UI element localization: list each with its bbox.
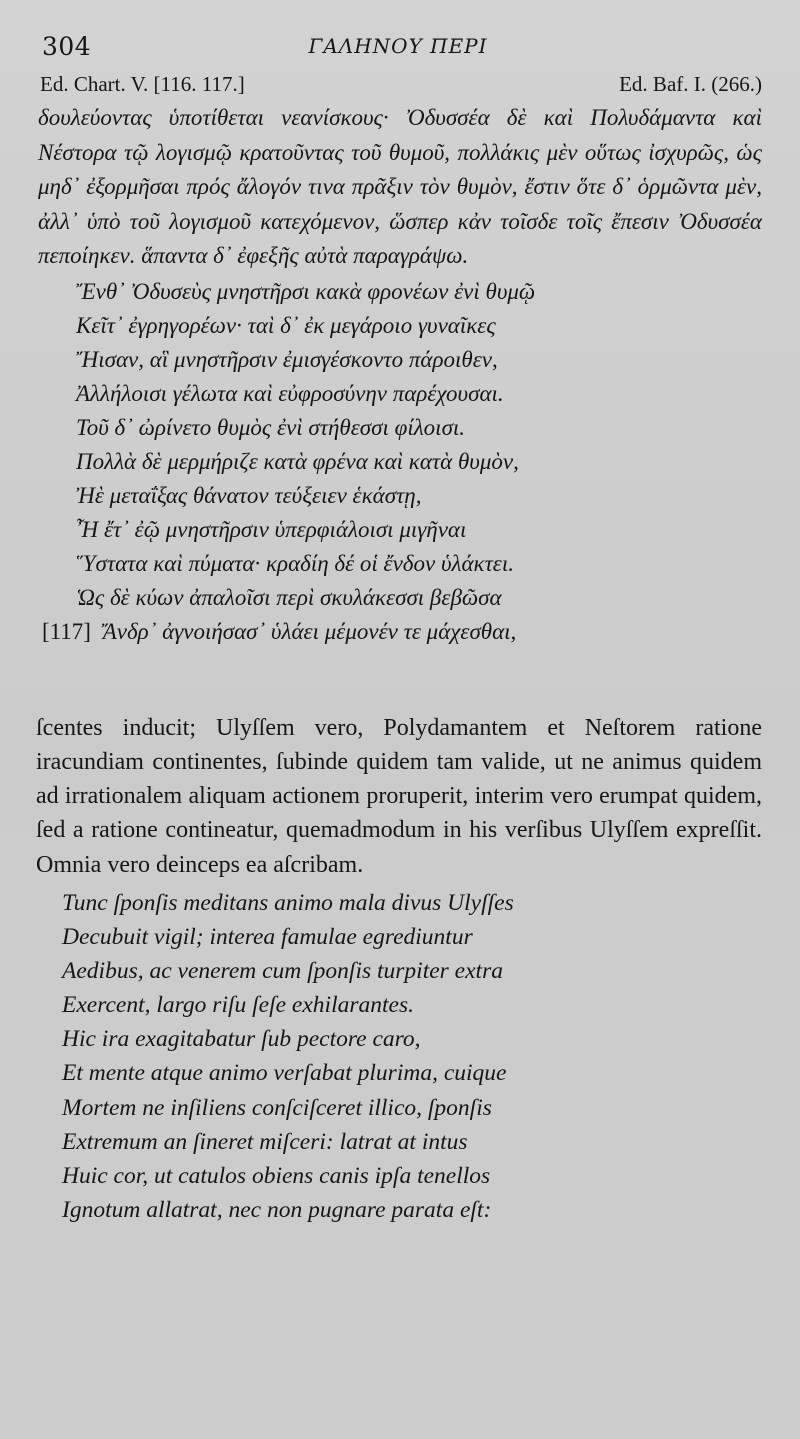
running-title: ΓΑΛΗΝΟΥ ΠΕΡΙ — [308, 34, 488, 58]
greek-verse-line: Ἀλλήλοισι γέλωτα καὶ εὐφροσύνην παρέχουσαι. — [76, 380, 504, 406]
running-head — [34, 30, 762, 62]
greek-verse-line: Ἔνθ᾽ Ὀδυσεὺς μνηστῆρσι κακὰ φρονέων ἐνὶ θυμῷ — [76, 278, 536, 304]
edition-chart-reference: Ed. Chart. V. [116. 117.] — [40, 72, 245, 96]
latin-prose-text: ſcentes inducit; Ulyſſem vero, Polydamantem et Neſtorem ratione iracundiam continentes, ſubinde quidem tam valide, ut ne animus quidem ad irrationalem aliquam actionem proruperit, interim vero erumpat quidem, ſed a ratione contineatur, quemadmodum in his verſibus Ulyſſem expreſſit. Omnia vero deinceps ea aſcribam. — [36, 714, 762, 878]
latin-verse-quotation — [34, 886, 762, 1227]
greek-verse-text: Ἄνδρ᾽ ἀγνοιήσασ᾽ ὑλάει μέμονέν τε μάχεσθαι, — [102, 618, 517, 644]
edition-references — [34, 72, 762, 97]
greek-prose-text: δουλεύοντας ὑποτίθεται νεανίσκους· Ὀδυσσέα δὲ καὶ Πολυδάμαντα καὶ Νέστορα τῷ λογισμῷ κρατοῦντας τοῦ θυμοῦ, πολλάκις μὲν οὕτως ἰσχυρῶς, ὡς μηδ᾽ ἐξορμῆσαι πρός ἄλογόν τινα πρᾶξιν τὸν θυμὸν, ἔστιν ὅτε δ᾽ ὁρμῶντα μὲν, ἀλλ᾽ ὑπὸ τοῦ λογισμοῦ κατεχόμενον, ὥσπερ κἀν τοῖσδε τοῖς ἔπεσιν Ὀδυσσέα πεποίηκεν. ἅπαντα δ᾽ ἐφεξῆς αὐτὰ παραγράψω. — [38, 105, 762, 268]
latin-verse-line: Aedibus, ac venerem cum ſponſis turpiter extra — [62, 958, 503, 985]
latin-verse-line: Mortem ne inſiliens conſciſceret illico, ſponſis — [62, 1094, 492, 1121]
greek-verse-line-numbered — [42, 615, 762, 649]
latin-verse-line: Tunc ſponſis meditans animo mala divus Ulyſſes — [62, 889, 514, 916]
latin-verse-line: Ignotum allatrat, nec non pugnare parata eſt: — [62, 1196, 492, 1223]
latin-verse-line: Hic ira exagitabatur ſub pectore caro, — [62, 1026, 421, 1053]
latin-verse-line: Extremum an ſineret miſceri: latrat at intus — [62, 1128, 468, 1155]
greek-prose-paragraph — [34, 101, 762, 274]
page-marker: [117] — [42, 618, 91, 644]
greek-verse-line: Πολλὰ δὲ μερμήριζε κατὰ φρένα καὶ κατὰ θυμὸν, — [76, 448, 519, 474]
greek-verse-line: Κεῖτ᾽ ἐγρηγορέων· ταὶ δ᾽ ἐκ μεγάροιο γυναῖκες — [76, 312, 496, 338]
latin-prose-paragraph — [34, 711, 762, 882]
greek-verse-line: Ὡς δὲ κύων ἀπαλοῖσι περὶ σκυλάκεσσι βεβῶσα — [76, 584, 502, 610]
latin-verse-line: Et mente atque animo verſabat plurima, cuique — [62, 1060, 507, 1087]
page-number: 304 — [42, 32, 92, 61]
greek-verse-quotation — [34, 275, 762, 649]
latin-verse-line: Huic cor, ut catulos obiens canis ipſa tenellos — [62, 1162, 491, 1189]
greek-verse-line: Ἠὲ μεταΐξας θάνατον τεύξειεν ἑκάστῃ, — [76, 482, 422, 508]
greek-verse-line: Ἤισαν, αἳ μνηστῆρσιν ἐμισγέσκοντο πάροιθεν, — [76, 346, 498, 372]
edition-bas-reference: Ed. Baf. I. (266.) — [619, 72, 762, 96]
greek-verse-line: Ἦ ἔτ᾽ ἐῷ μνηστῆρσιν ὑπερφιάλοισι μιγῆναι — [76, 516, 467, 542]
greek-verse-line: Τοῦ δ᾽ ὠρίνετο θυμὸς ἐνὶ στήθεσσι φίλοισι. — [76, 414, 466, 440]
greek-verse-line: Ὕστατα καὶ πύματα· κραδίη δέ οἱ ἔνδον ὑλάκτει. — [76, 550, 515, 576]
latin-verse-line: Decubuit vigil; interea famulae egrediuntur — [62, 924, 473, 951]
latin-verse-line: Exercent, largo riſu ſeſe exhilarantes. — [62, 992, 414, 1019]
